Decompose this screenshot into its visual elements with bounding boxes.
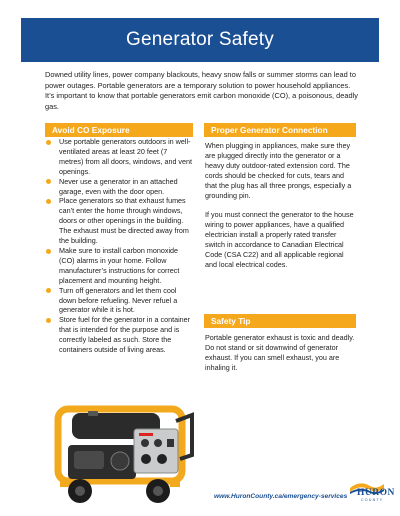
footer-url[interactable]: www.HuronCounty.ca/emergency-services: [214, 493, 348, 500]
connection-paragraph-1: When plugging in appliances, make sure they are plugged directly into the generator or a heavy duty outdoor-rated extension cord. The cords should be checked for cuts, tears and that the plug has all three prongs, especially a grounding pin.: [205, 141, 352, 200]
avoid-co-section: [45, 137, 193, 355]
list-item: Make sure to install carbon monoxide (CO) alarms in your home. Follow manufacturer’s instructions for correct placement and mounting height.: [45, 246, 193, 286]
list-item: Never use a generator in an attached garage, even with the door open.: [45, 177, 193, 197]
list-item: Use portable generators outdoors in well-ventilated areas at least 20 feet (7 metres) from all doors, windows, and vent openings.: [45, 137, 193, 177]
safety-tip-heading-text: Safety Tip: [211, 316, 251, 326]
bullet-icon: [46, 140, 51, 145]
bullet-icon: [46, 179, 51, 184]
list-item: Place generators so that exhaust fumes can’t enter the home through windows, doors or other openings in the building. The exhaust must be directed away from the building.: [45, 196, 193, 246]
title-banner: [21, 18, 379, 62]
intro-paragraph: Downed utility lines, power company blackouts, heavy snow falls or summer storms can lead to power outages. Portable generators are a temporary solution to power household appliances. It’s important to know that portable generators emit carbon monoxide (CO), a poisonous, deadly gas.: [45, 70, 358, 111]
logo-wordmark: HURON: [357, 488, 395, 498]
bullet-icon: [46, 288, 51, 293]
list-item: Turn off generators and let them cool down before refueling. Never refuel a generator while it is hot.: [45, 286, 193, 316]
safety-tip-heading: [204, 314, 356, 328]
bullet-icon: [46, 249, 51, 254]
generator-image: [50, 395, 198, 507]
bullet-icon: [46, 318, 51, 323]
connection-heading: [204, 123, 356, 137]
page-title: Generator Safety: [126, 29, 274, 50]
list-item: Store fuel for the generator in a container that is intended for the purpose and is correctly labeled as such. Store the containers outside of living areas.: [45, 315, 193, 355]
avoid-co-heading: [45, 123, 193, 137]
connection-heading-text: Proper Generator Connection: [211, 125, 328, 135]
connection-paragraph-2: If you must connect the generator to the house wiring to power appliances, have a qualified electrician install a properly rated transfer switch in accordance to Canadian Electrical Code (CSA C22) and all applicable regional and local electrical codes.: [205, 210, 354, 269]
bullet-icon: [46, 199, 51, 204]
avoid-co-list: [45, 137, 193, 355]
safety-tip-text: Portable generator exhaust is toxic and deadly. Do not stand or sit downwind of generator exhaust. If you can smell exhaust, you are inhaling it.: [205, 333, 355, 372]
logo-subtext: COUNTY: [361, 498, 384, 502]
avoid-co-heading-text: Avoid CO Exposure: [52, 125, 130, 135]
